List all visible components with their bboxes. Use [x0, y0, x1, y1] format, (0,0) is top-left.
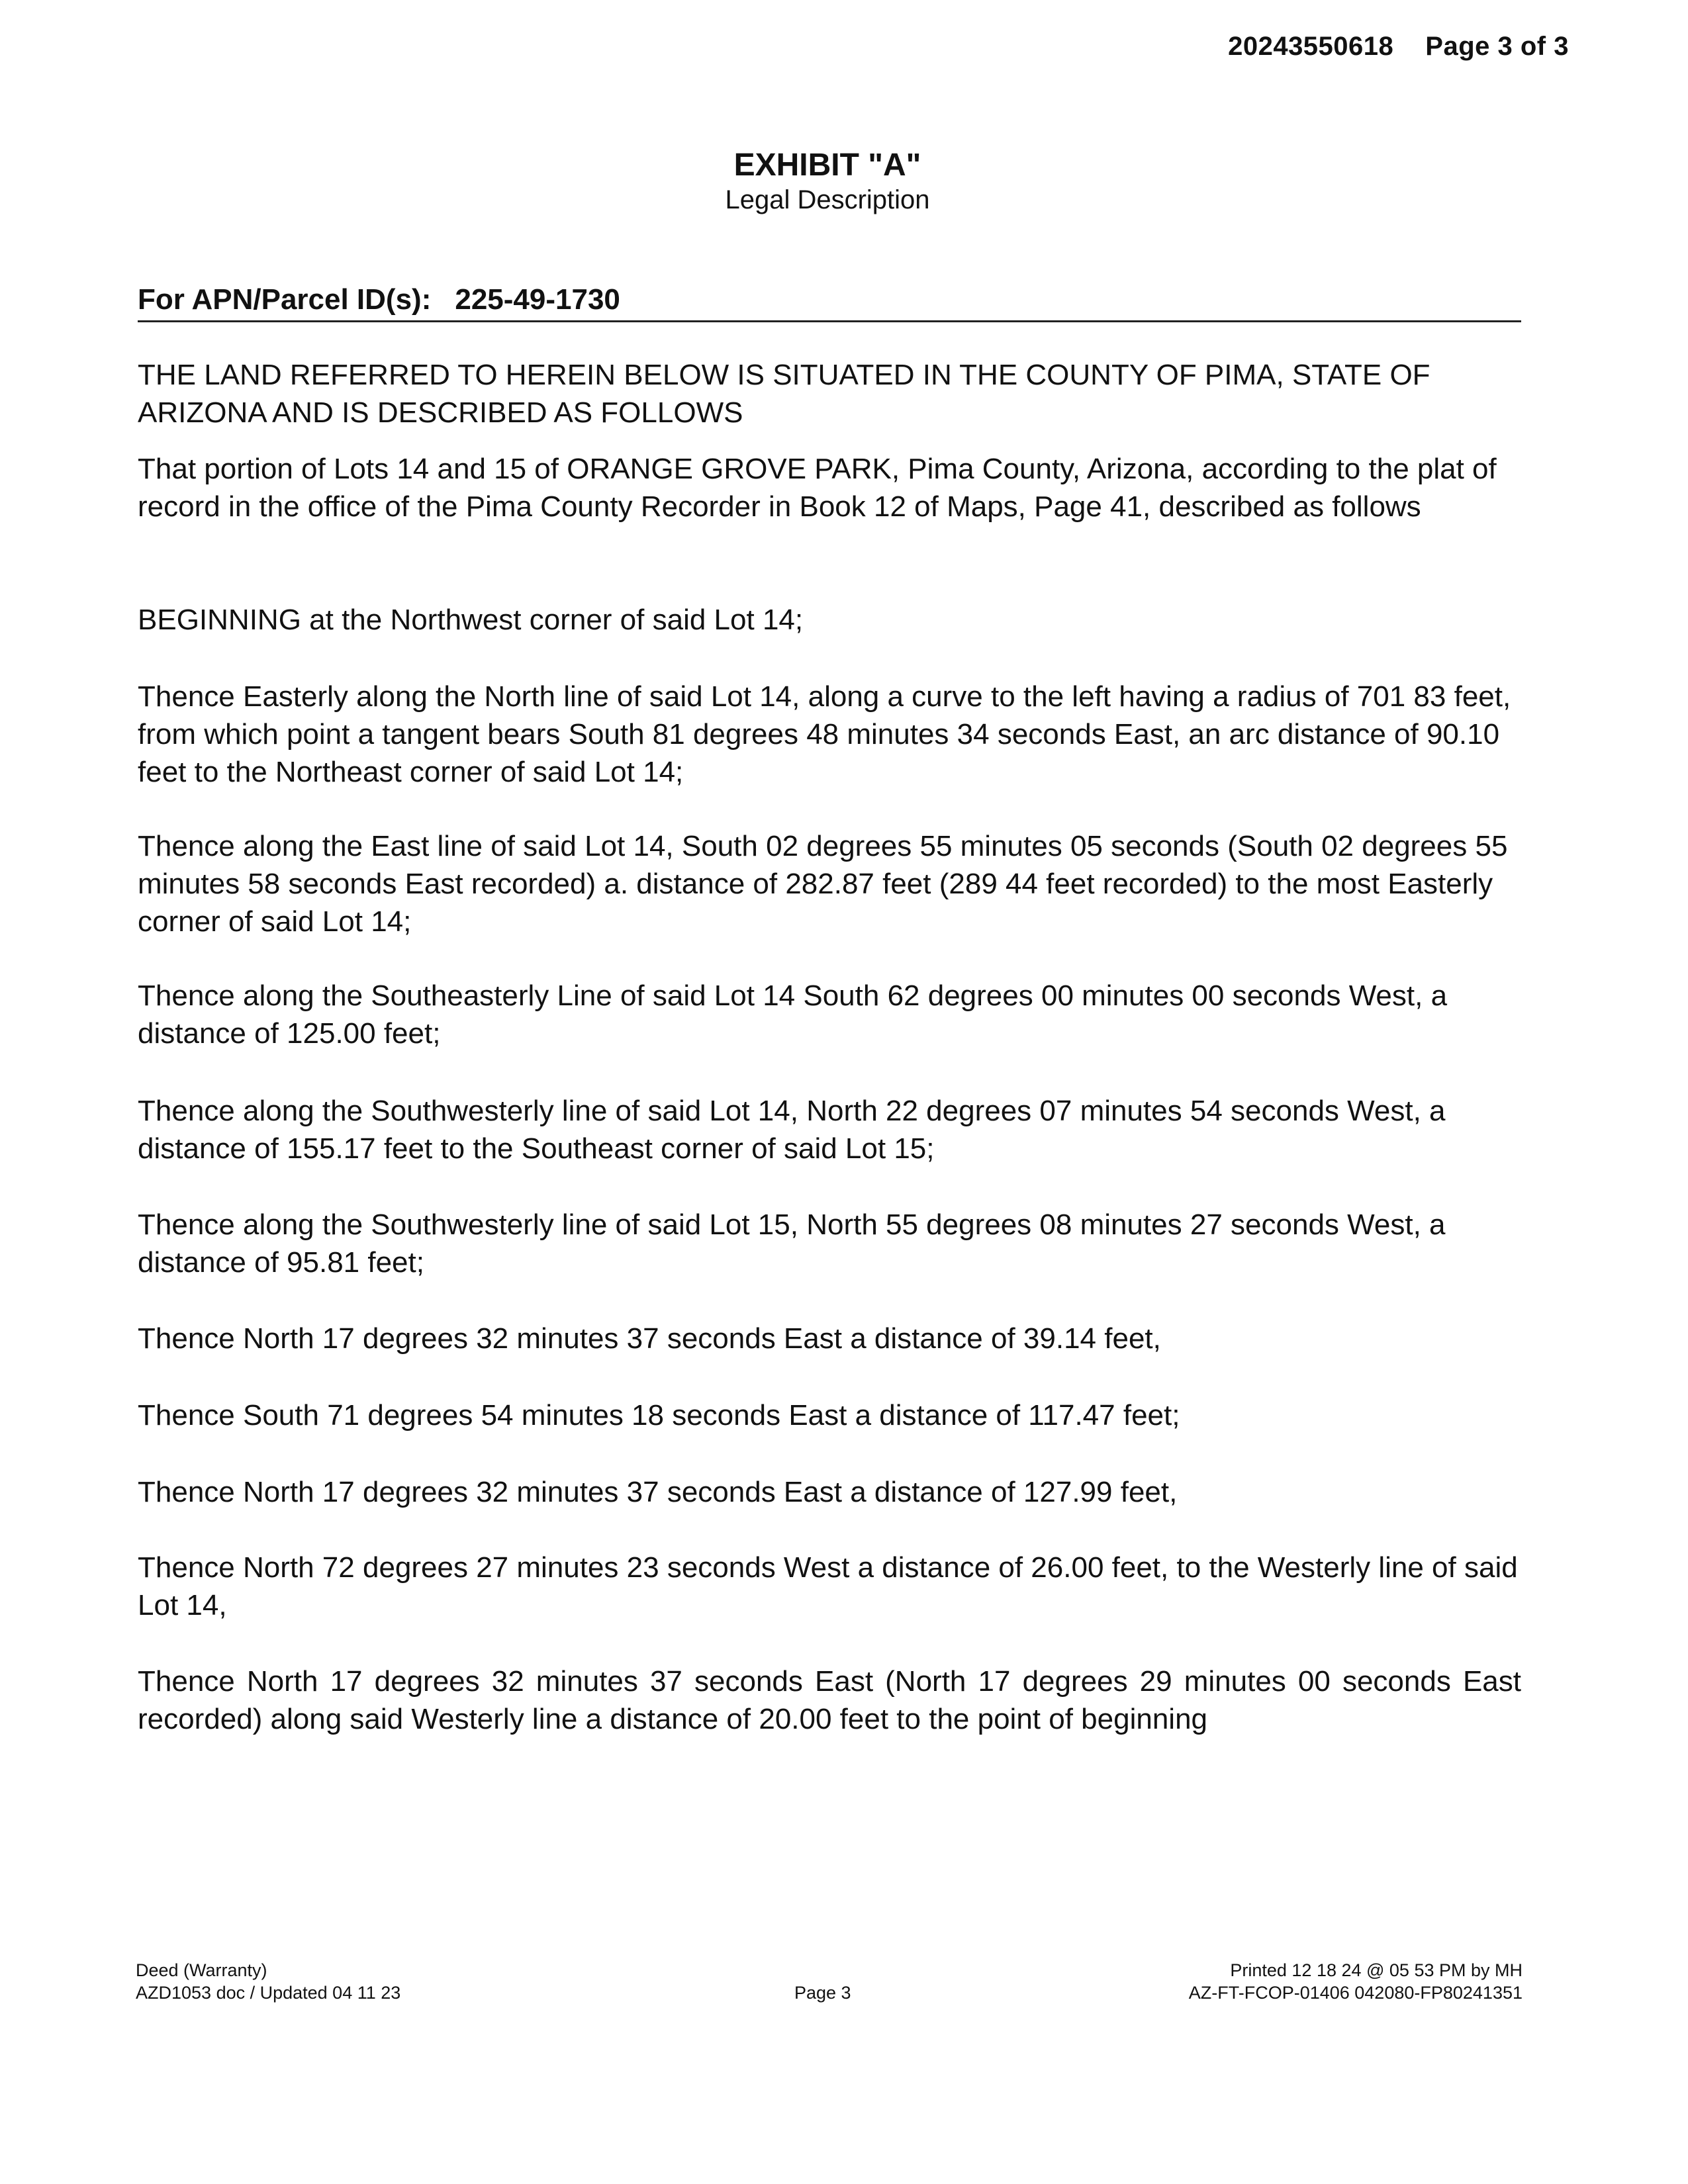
course-paragraph: Thence North 17 degrees 32 minutes 37 seconds East a distance of 127.99 feet,: [138, 1476, 1178, 1508]
course-paragraph: Thence along the Southwesterly line of said Lot 15, North 55 degrees 08 minutes 27 seconds West, a distance of 95.81 feet;: [138, 1208, 1446, 1279]
footer-printed: Printed 12 18 24 @ 05 53 PM by MH: [1230, 1960, 1523, 1980]
course-paragraph: Thence along the Southeasterly Line of said Lot 14 South 62 degrees 00 minutes 00 seconds West, a distance of 125.00 feet;: [138, 979, 1448, 1050]
exhibit-subtitle: Legal Description: [725, 185, 930, 214]
apn-label: For APN/Parcel ID(s):: [138, 283, 432, 316]
document-number: 20243550618: [1228, 32, 1394, 61]
footer-page-number: Page 3: [794, 1983, 851, 2003]
footer-form-code: AZD1053 doc / Updated 04 11 23: [136, 1983, 401, 2003]
closing-paragraph: Thence North 17 degrees 32 minutes 37 seconds East (North 17 degrees 29 minutes 00 seconds East recorded) along said Westerly line a distance of 20.00 feet to the point of beginning: [138, 1665, 1521, 1735]
page-indicator: Page 3 of 3: [1425, 32, 1569, 61]
document-header: [1228, 32, 1569, 62]
course-paragraph: Thence along the Southwesterly line of said Lot 14, North 22 degrees 07 minutes 54 seconds West, a distance of 155.17 feet to the Southeast corner of said Lot 15;: [138, 1095, 1446, 1165]
course-paragraph: Thence along the East line of said Lot 14, South 02 degrees 55 minutes 05 seconds (South 02 degrees 55 minutes 58 seconds East recorded) a. distance of 282.87 feet (289 44 feet recorded) to the most Easterly corner of said Lot 14;: [138, 830, 1508, 938]
course-paragraph: Thence North 72 degrees 27 minutes 23 seconds West a distance of 26.00 feet, to the Westerly line of said Lot 14,: [138, 1551, 1518, 1621]
footer-file-reference: AZ-FT-FCOP-01406 042080-FP80241351: [1188, 1983, 1523, 2003]
footer-form-info: [136, 1959, 400, 2004]
apn-value: 225-49-1730: [455, 283, 620, 316]
apn-line: [138, 283, 1521, 322]
beginning-paragraph: BEGINNING at the Northwest corner of said Lot 14;: [138, 604, 804, 636]
intro-paragraph: THE LAND REFERRED TO HEREIN BELOW IS SITUATED IN THE COUNTY OF PIMA, STATE OF ARIZONA AND IS DESCRIBED AS FOLLOWS: [138, 359, 1430, 429]
course-paragraph: Thence South 71 degrees 54 minutes 18 seconds East a distance of 117.47 feet;: [138, 1399, 1180, 1432]
course-paragraph: Thence North 17 degrees 32 minutes 37 seconds East a distance of 39.14 feet,: [138, 1322, 1161, 1355]
exhibit-title: EXHIBIT "A": [733, 148, 921, 183]
description-paragraph: That portion of Lots 14 and 15 of ORANGE GROVE PARK, Pima County, Arizona, according to the plat of record in the office of the Pima County Recorder in Book 12 of Maps, Page 41, described as follows: [138, 453, 1497, 523]
course-paragraph: Thence Easterly along the North line of said Lot 14, along a curve to the left having a radius of 701 83 feet, from which point a tangent bears South 81 degrees 48 minutes 34 seconds East, an arc distance of 90.10 feet to the Northeast corner of said Lot 14;: [138, 680, 1511, 788]
footer-form-name: Deed (Warranty): [136, 1960, 267, 1980]
footer-print-info: [1189, 1959, 1523, 2004]
